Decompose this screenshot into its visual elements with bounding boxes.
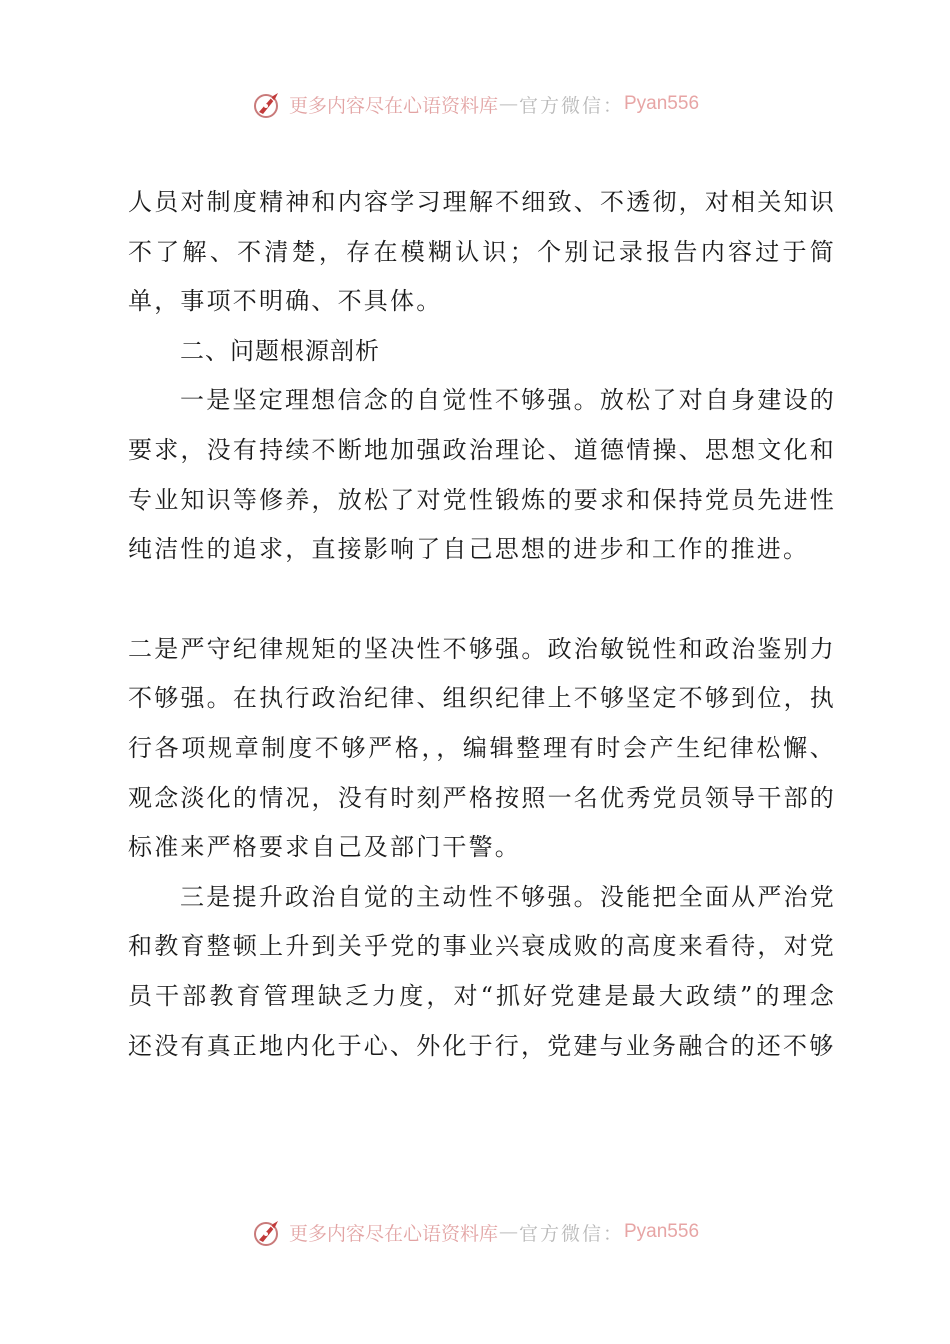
footer-watermark <box>0 1212 950 1252</box>
watermark-wechat-id: Pyan556 <box>624 93 700 114</box>
watermark-brand: 更多内容尽在心语资料库 <box>288 1222 498 1245</box>
pen-nib-circle-icon <box>251 1215 285 1249</box>
watermark-brand: 更多内容尽在心语资料库 <box>288 94 498 117</box>
paragraph-ideals: 一是坚定理想信念的自觉性不够强。放松了对自身建设的要求，没有持续不断地加强政治理论、道德情操、思想文化和专业知识等修养，放松了对党性锻炼的要求和保持党员先进性纯洁性的追求，直接影响了自己思想的进步和工作的推进。 <box>128 386 836 564</box>
section-heading: 二、问题根源剖析 <box>180 336 380 365</box>
paragraph-discipline: 二是严守纪律规矩的坚决性不够强。政治敏锐性和政治鉴别力不够强。在执行政治纪律、组织纪律上不够坚定不够到位，执行各项规章制度不够严格，，编辑整理有时会产生纪律松懈、观念淡化的情况，没有时刻严格按照一名优秀党员领导干部的标准来严格要求自己及部门干警。 <box>128 634 836 862</box>
watermark-separator: — <box>498 1221 518 1243</box>
watermark-separator: — <box>498 93 518 115</box>
pen-nib-circle-icon <box>251 87 285 121</box>
paragraph-political-awareness: 三是提升政治自觉的主动性不够强。没能把全面从严治党和教育整顿上升到关乎党的事业兴衰成败的高度来看待，对党员干部教育管理缺乏力度，对“抓好党建是最大政绩”的理念还没有真正地内化于心、外化于行，党建与业务融合的还不够 <box>128 882 836 1060</box>
document-body <box>128 178 836 1071</box>
watermark-official-label: 官方微信： <box>518 94 624 117</box>
paragraph-gap <box>128 575 836 625</box>
header-watermark <box>0 84 950 124</box>
paragraph-continued: 人员对制度精神和内容学习理解不细致、不透彻，对相关知识不了解、不清楚，存在模糊认识；个别记录报告内容过于简单，事项不明确、不具体。 <box>128 188 836 316</box>
watermark-wechat-id: Pyan556 <box>624 1221 700 1242</box>
watermark-official-label: 官方微信： <box>518 1222 624 1245</box>
